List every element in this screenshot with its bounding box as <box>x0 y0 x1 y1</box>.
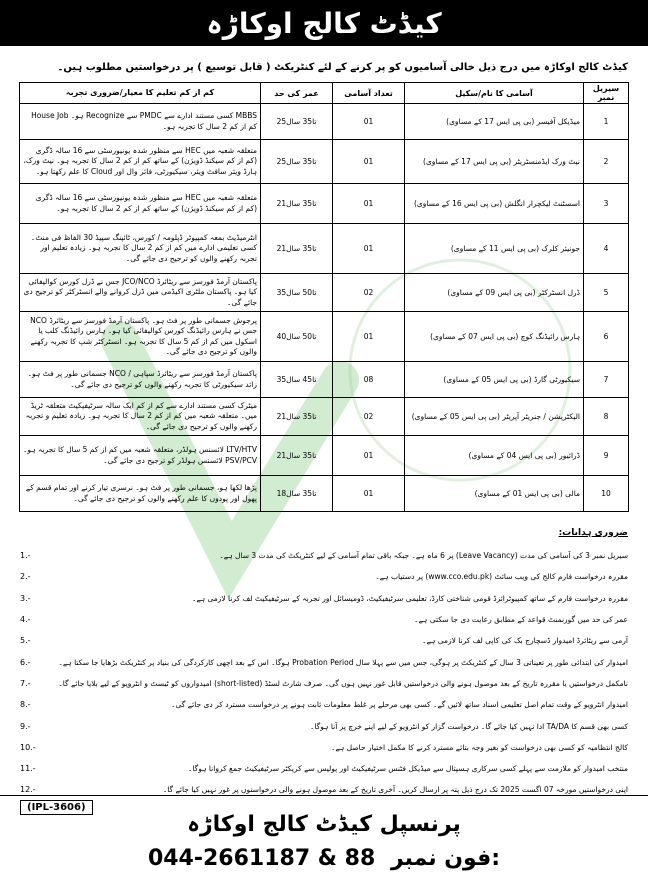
table-row <box>20 104 629 140</box>
qualification-cell: انٹرمیڈیٹ بمعہ کمپیوٹر ڈپلومہ / کورس، ٹائپنگ سپیڈ 30 الفاظ فی منٹ۔ کسی تعلیمی ادارے میں کم از کم 2 سال کا تجربہ ہو۔ زیادہ تعلیم اور تجربہ رکھنے والوں کو ترجیح دی جائے گی۔ <box>20 224 261 274</box>
post-cell: ڈرل انسٹرکٹر (بی پی ایس 09 کے مساوی) <box>405 274 584 312</box>
age-cell: 21تا35 سال <box>261 224 333 274</box>
note-number: 2.- <box>20 572 31 582</box>
note-number: 3.- <box>20 593 31 603</box>
qualification-cell: متعلقہ شعبہ میں HEC سے منظور شدہ یونیورسٹی سے 16 سالہ ڈگری (کم از کم سیکنڈ ڈویژن) کے ساتھ کم از کم 2 سال کا تجربہ ہو۔ <box>20 184 261 224</box>
list-item <box>20 758 628 779</box>
count-cell: 01 <box>333 104 405 140</box>
table-row <box>20 274 629 312</box>
serial-cell: 9 <box>584 436 629 476</box>
notes-title: ضروری ہدایات: <box>558 528 628 538</box>
phone-number: 044-2661187 & 88 <box>147 846 376 871</box>
serial-cell: 10 <box>584 476 629 512</box>
qualification-cell: پرجوش جسمانی طور پر فٹ ہو۔ پاکستان آرمڈ فورسز سے ریٹائرڈ NCO جس نے ہارس رائیڈنگ کورس کوالیفائی کیا ہو۔ ہارس رائیڈنگ کلب یا اسکول میں کم از کم 5 سال کا تجربہ ہو۔ انسٹرکٹر شپ کا تجربہ رکھنے والوں کو ترجیح دی جائے گی۔ <box>20 312 261 362</box>
post-cell: الیکٹریشن / جنریٹر آپریٹر (بی پی ایس 05 کے مساوی) <box>405 398 584 436</box>
header-serial: سیریل نمبر <box>584 83 629 104</box>
note-number: 8.- <box>20 700 31 710</box>
header-count: تعداد آسامی <box>333 83 405 104</box>
table-row <box>20 140 629 184</box>
post-cell: میڈیکل آفیسر (بی پی ایس 17 کے مساوی) <box>405 104 584 140</box>
divider <box>0 795 648 796</box>
note-number: 12.- <box>20 785 36 795</box>
note-text: سیریل نمبر 3 کی آسامی کی مدت (Leave Vacancy) پر 6 ماہ ہے۔ جبکہ باقی تمام آسامی کے لیے کنٹریکٹ کی مدت 3 سال ہے۔ <box>219 551 628 561</box>
list-item <box>20 673 628 694</box>
college-title: کیڈٹ کالج اوکاڑہ <box>206 6 442 40</box>
serial-cell: 7 <box>584 362 629 398</box>
header-qualification: کم از کم تعلیم کا معیار/ضروری تجربہ <box>20 83 261 104</box>
table-row <box>20 184 629 224</box>
header-banner <box>0 0 648 46</box>
age-cell: 25تا35 سال <box>261 104 333 140</box>
table-row <box>20 312 629 362</box>
table-row <box>20 476 629 512</box>
age-cell: 18تا35 سال <box>261 476 333 512</box>
post-cell: سیکیورٹی گارڈ (بی پی ایس 05 کے مساوی) <box>405 362 584 398</box>
count-cell: 01 <box>333 476 405 512</box>
note-number: 9.- <box>20 721 31 731</box>
qualification-cell: پاکستان آرمڈ فورسز سے ریٹائرڈ JCO/NCO جس نے ڈرل کورس کوالیفائی کیا ہو۔ پاکستان ملٹری اکیڈمی میں ڈرل کروانے والے انسٹرکٹر کو ترجیح دی جائے گی۔ <box>20 274 261 312</box>
table-header-row <box>20 83 629 104</box>
note-text: کالج انتظامیہ کو کسی بھی درخواست کو بغیر وجہ بتائے مسترد کرنے کا مکمل اختیار حاصل ہے۔ <box>331 742 628 752</box>
count-cell: 01 <box>333 312 405 362</box>
serial-cell: 2 <box>584 140 629 184</box>
count-cell: 01 <box>333 436 405 476</box>
count-cell: 08 <box>333 362 405 398</box>
note-text: کسی بھی قسم کا TA/DA ادا نہیں کیا جائے گا۔ درخواست گزار کو انٹرویو کے لیے اپنے خرچ پر آنا ہوگا۔ <box>309 721 628 731</box>
note-number: 7.- <box>20 678 31 688</box>
list-item <box>20 694 628 715</box>
qualification-cell: MBBS کسی مستند ادارے سے PMDC سے Recognize ہو۔ House Job کم از کم 2 سال کا تجربہ ہو۔ <box>20 104 261 140</box>
note-text: آرمی سے ریٹائرڈ امیدوار ڈسچارج بک کی کاپی لف کرنا لازمی ہے۔ <box>422 636 628 646</box>
age-cell: 35تا45 سال <box>261 362 333 398</box>
table-row <box>20 436 629 476</box>
table-row <box>20 224 629 274</box>
post-cell: نیٹ ورک ایڈمنسٹریٹر (بی پی ایس 17 کے مساوی) <box>405 140 584 184</box>
age-cell: 21تا35 سال <box>261 184 333 224</box>
notes-list <box>20 545 628 801</box>
list-item <box>20 588 628 609</box>
serial-cell: 5 <box>584 274 629 312</box>
post-cell: جونیئر کلرک (بی پی ایس 11 کے مساوی) <box>405 224 584 274</box>
note-text: امیدوار کی ابتدائی طور پر تعیناتی 3 سال کے کنٹریکٹ پر ہوگی، جس میں سے پہلا سال Probation Period ہوگا۔ اس کے بعد اچھی کارکردگی کی بنیاد پر کنٹریکٹ بڑھایا جا سکتا ہے۔ <box>58 657 628 667</box>
header-post: آسامی کا نام/سکیل <box>405 83 584 104</box>
age-cell: 25تا35 سال <box>261 140 333 184</box>
qualification-cell: متعلقہ شعبہ میں HEC سے منظور شدہ یونیورسٹی سے 16 سالہ ڈگری (کم از کم سیکنڈ ڈویژن) کے ساتھ کم از کم 2 سال کا تجربہ ہو۔ نیٹ ورک، ہارڈ ویئر سافٹ ویئر، سیکیورٹی، فائر وال اور Cloud کا علم رکھتا ہو۔ <box>20 140 261 184</box>
post-cell: مالی (بی پی ایس 01 کے مساوی) <box>405 476 584 512</box>
principal-signature: پرنسپل کیڈٹ کالج اوکاڑہ <box>187 812 461 837</box>
list-item <box>20 779 628 800</box>
intro-text: کیڈٹ کالج اوکاڑہ میں درج ذیل خالی آسامیوں کو پر کرنے کے لئے کنٹریکٹ ( قابل توسیع ) پر درخواستیں مطلوب ہیں۔ <box>57 62 628 73</box>
note-number: 4.- <box>20 615 31 625</box>
count-cell: 01 <box>333 224 405 274</box>
table-row <box>20 398 629 436</box>
note-text: اپنی درخواستیں مورخہ 07 اگست 2025 تک درج ذیل پتہ پر ارسال کریں۔ آخری تاریخ کے بعد موصول ہونے والی درخواستوں پر غور نہیں کیا جائے گا۔ <box>162 785 628 795</box>
note-text: نامکمل درخواستیں یا مقررہ تاریخ کے بعد موصول ہونے والی درخواستیں قابل غور نہیں ہوں گی۔ صرف شارٹ لسٹڈ (short-listed) امیدواروں کو ٹیسٹ و انٹرویو کے لیے بلایا جائے گا۔ <box>58 678 628 688</box>
post-cell: اسسٹنٹ لیکچرار انگلش (بی پی ایس 16 کے مساوی) <box>405 184 584 224</box>
note-number: 1.- <box>20 551 31 561</box>
header-age: عمر کی حد <box>261 83 333 104</box>
list-item <box>20 715 628 736</box>
list-item <box>20 630 628 651</box>
qualification-cell: میٹرک کسی مستند ادارے سے کم از کم ایک سالہ سرٹیفیکیٹ متعلقہ ٹریڈ میں۔ متعلقہ شعبہ میں کم از کم 2 سال کا تجربہ ہو۔ زیادہ تعلیم و تجربہ رکھنے والوں کو ترجیح دی جائے گی۔ <box>20 398 261 436</box>
count-cell: 01 <box>333 184 405 224</box>
list-item <box>20 651 628 672</box>
count-cell: 02 <box>333 274 405 312</box>
list-item <box>20 566 628 587</box>
list-item <box>20 737 628 758</box>
serial-cell: 3 <box>584 184 629 224</box>
serial-cell: 8 <box>584 398 629 436</box>
serial-cell: 1 <box>584 104 629 140</box>
table-row <box>20 362 629 398</box>
note-number: 11.- <box>20 764 36 774</box>
note-text: منتخب امیدوار کو ملازمت سے پہلے کسی سرکاری ہسپتال سے میڈیکل فٹنس سرٹیفیکیٹ اور پولیس سے کریکٹر سرٹیفیکیٹ جمع کروانا ہوگا۔ <box>187 764 628 774</box>
note-text: امیدوار انٹرویو کے وقت تمام اصل تعلیمی اسناد ساتھ لائیں گے۔ کسی بھی مرحلے پر غلط معلومات ثابت ہونے پر درخواست مسترد کر دی جائے گی۔ <box>171 700 628 710</box>
note-text: مقررہ درخواست فارم کالج کی ویب سائٹ (www.cco.edu.pk) پر دستیاب ہے۔ <box>375 572 628 582</box>
age-cell: 21تا35 سال <box>261 398 333 436</box>
serial-cell: 6 <box>584 312 629 362</box>
ipl-code: (IPL-3606) <box>20 800 93 815</box>
list-item <box>20 609 628 630</box>
age-cell: 40تا50 سال <box>261 312 333 362</box>
post-cell: ڈرائیور (بی پی ایس 04 کے مساوی) <box>405 436 584 476</box>
count-cell: 02 <box>333 398 405 436</box>
phone-line <box>0 846 648 871</box>
list-item <box>20 545 628 566</box>
count-cell: 01 <box>333 140 405 184</box>
age-cell: 21تا35 سال <box>261 436 333 476</box>
serial-cell: 4 <box>584 224 629 274</box>
vacancy-table <box>19 82 629 512</box>
note-number: 10.- <box>20 742 36 752</box>
qualification-cell: پڑھا لکھا ہو، جسمانی طور پر فٹ ہو۔ نرسری تیار کرنے اور تمام قسم کے پھول اور پودوں کا علم رکھنے والوں کو ترجیح دی جائے گی۔ <box>20 476 261 512</box>
note-text: عمر کی حد میں گورنمنٹ قواعد کے مطابق رعایت دی جا سکتی ہے۔ <box>414 615 628 625</box>
note-number: 5.- <box>20 636 31 646</box>
note-text: مقررہ درخواست فارم کے ساتھ کمپیوٹرائزڈ قومی شناختی کارڈ، تعلیمی سرٹیفیکیٹ، ڈومیسائل اور تجربہ کے سرٹیفیکیٹ لف کرنا لازمی ہے۔ <box>191 593 628 603</box>
qualification-cell: LTV/HTV لائسنس ہولڈر، متعلقہ شعبہ میں کم از کم 5 سال کا تجربہ ہو۔ PSV/PCV لائسنس ہولڈر کو ترجیح دی جائے گی۔ <box>20 436 261 476</box>
age-cell: 35تا50 سال <box>261 274 333 312</box>
qualification-cell: پاکستان آرمڈ فورسز سے ریٹائرڈ سپاہی / NCO جسمانی طور پر فٹ ہو۔ زائد سیکیورٹی کا تجربہ رکھنے والوں کو ترجیح دی جائے گی۔ <box>20 362 261 398</box>
phone-label: فون نمبر: <box>390 846 501 871</box>
note-number: 6.- <box>20 657 31 667</box>
post-cell: ہارس رائیڈنگ کوچ (بی پی ایس 07 کے مساوی) <box>405 312 584 362</box>
